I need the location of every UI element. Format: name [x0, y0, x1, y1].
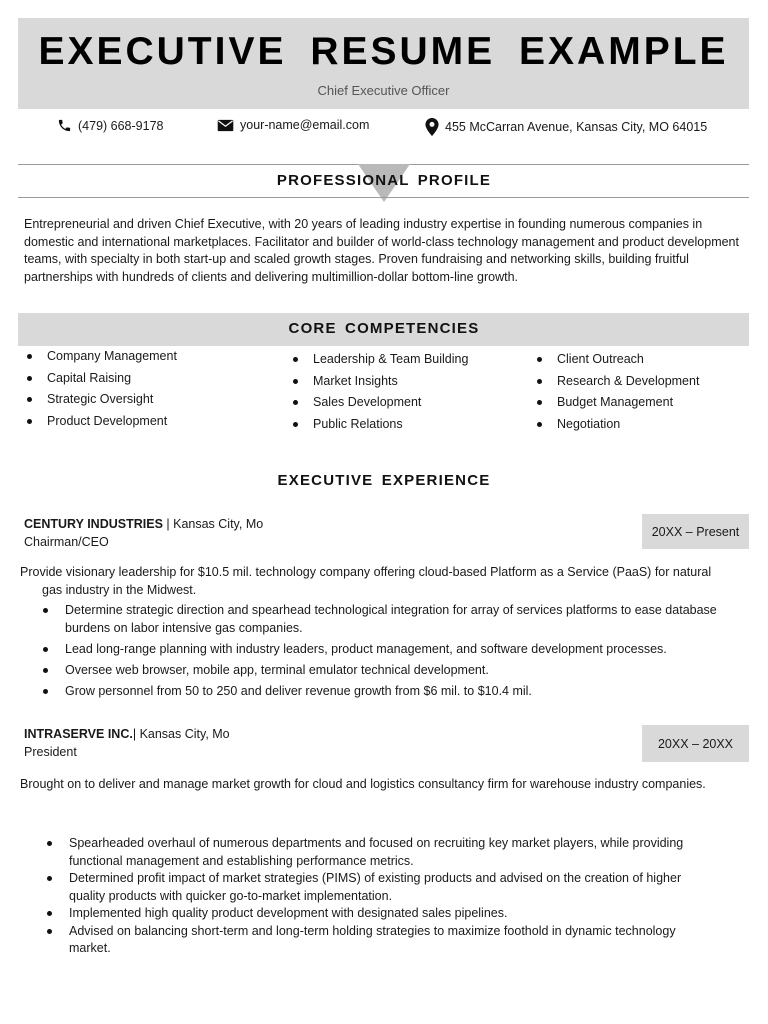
competency-item: Strategic Oversight — [24, 391, 177, 413]
profile-bottom-rule — [18, 197, 749, 198]
job-title: Chief Executive Officer — [317, 83, 450, 98]
competency-item: Product Development — [24, 413, 177, 435]
list-item: Implemented high quality product development with designated sales pipelines. — [18, 905, 718, 923]
list-item: Lead long-range planning with industry leaders, product management, and software development processes. — [20, 641, 720, 659]
job-role: Chairman/CEO — [24, 535, 109, 549]
job-header: INTRASERVE INC.| Kansas City, Mo President — [24, 727, 230, 759]
company-location: Kansas City, Mo — [173, 517, 264, 531]
list-item: Oversee web browser, mobile app, terminal emulator technical development. — [20, 662, 720, 680]
competency-item: Market Insights — [290, 373, 468, 395]
job-bullets — [18, 835, 718, 958]
list-item: Determine strategic direction and spearhead technological integration for array of services platforms to ease database burdens on labor intensive gas companies. — [20, 602, 720, 637]
email-address: your-name@email.com — [240, 118, 370, 132]
job-role: President — [24, 745, 77, 759]
job-summary: Brought on to deliver and manage market growth for cloud and logistics consultancy firm for warehouse industry companies. — [20, 777, 706, 791]
competencies-column-2 — [290, 351, 468, 437]
list-item: Advised on balancing short-term and long-term holding strategies to maximize foothold in dynamic technology market. — [18, 923, 718, 958]
phone-icon — [57, 118, 72, 133]
competencies-heading: CORE COMPETENCIES — [288, 320, 480, 337]
profile-heading: PROFESSIONAL PROFILE — [276, 172, 492, 189]
competency-item: Public Relations — [290, 416, 468, 438]
phone-number: (479) 668-9178 — [78, 118, 164, 133]
contact-address — [425, 118, 707, 136]
competencies-column-1 — [24, 348, 177, 434]
job-summary: Provide visionary leadership for $10.5 mil. technology company offering cloud-based Platform as a Service (PaaS) for natural gas industry in the Midwest. — [20, 565, 712, 597]
resume-name: EXECUTIVE RESUME EXAMPLE — [38, 30, 729, 73]
competency-item: Research & Development — [534, 373, 699, 395]
competency-item: Client Outreach — [534, 351, 699, 373]
competency-item: Leadership & Team Building — [290, 351, 468, 373]
list-item: Grow personnel from 50 to 250 and deliver revenue growth from $6 mil. to $10.4 mil. — [20, 683, 720, 701]
company-name: INTRASERVE INC. — [24, 727, 133, 741]
job-bullets — [20, 602, 720, 704]
job-dates: 20XX – 20XX — [642, 725, 749, 762]
competency-item: Budget Management — [534, 394, 699, 416]
competency-item: Sales Development — [290, 394, 468, 416]
company-location: Kansas City, Mo — [139, 727, 230, 741]
company-name: CENTURY INDUSTRIES — [24, 517, 163, 531]
competencies-column-3 — [534, 351, 699, 437]
contact-phone — [57, 118, 163, 133]
contact-email — [217, 118, 369, 132]
list-item: Determined profit impact of market strategies (PIMS) of existing products and advised on the creation of higher quality products with quicker go-to-market implementation. — [18, 870, 718, 905]
competency-item: Negotiation — [534, 416, 699, 438]
map-pin-icon — [425, 118, 439, 136]
list-item: Spearheaded overhaul of numerous departments and focused on recruiting key market players, while providing functional management and establishing performance metrics. — [18, 835, 718, 870]
experience-heading: EXECUTIVE EXPERIENCE — [277, 472, 491, 489]
contact-row — [0, 118, 768, 136]
job-header: CENTURY INDUSTRIES | Kansas City, Mo Chairman/CEO — [24, 517, 264, 549]
competency-item: Capital Raising — [24, 370, 177, 392]
envelope-icon — [217, 119, 234, 132]
street-address: 455 McCarran Avenue, Kansas City, MO 64015 — [445, 120, 708, 134]
profile-summary: Entrepreneurial and driven Chief Executive, with 20 years of leading industry expertise in founding numerous companies in domestic and international marketplaces. Facilitator and builder of world-class technology management and product development teams, with specialty in both start-up and scaled growth stages. Proven fundraising and networking skills, building fruitful partnerships with hundreds of clients and delivering multimillion-dollar bottom-line growth. — [24, 217, 739, 284]
competency-item: Company Management — [24, 348, 177, 370]
job-dates: 20XX – Present — [642, 514, 749, 549]
header-band — [18, 18, 749, 109]
